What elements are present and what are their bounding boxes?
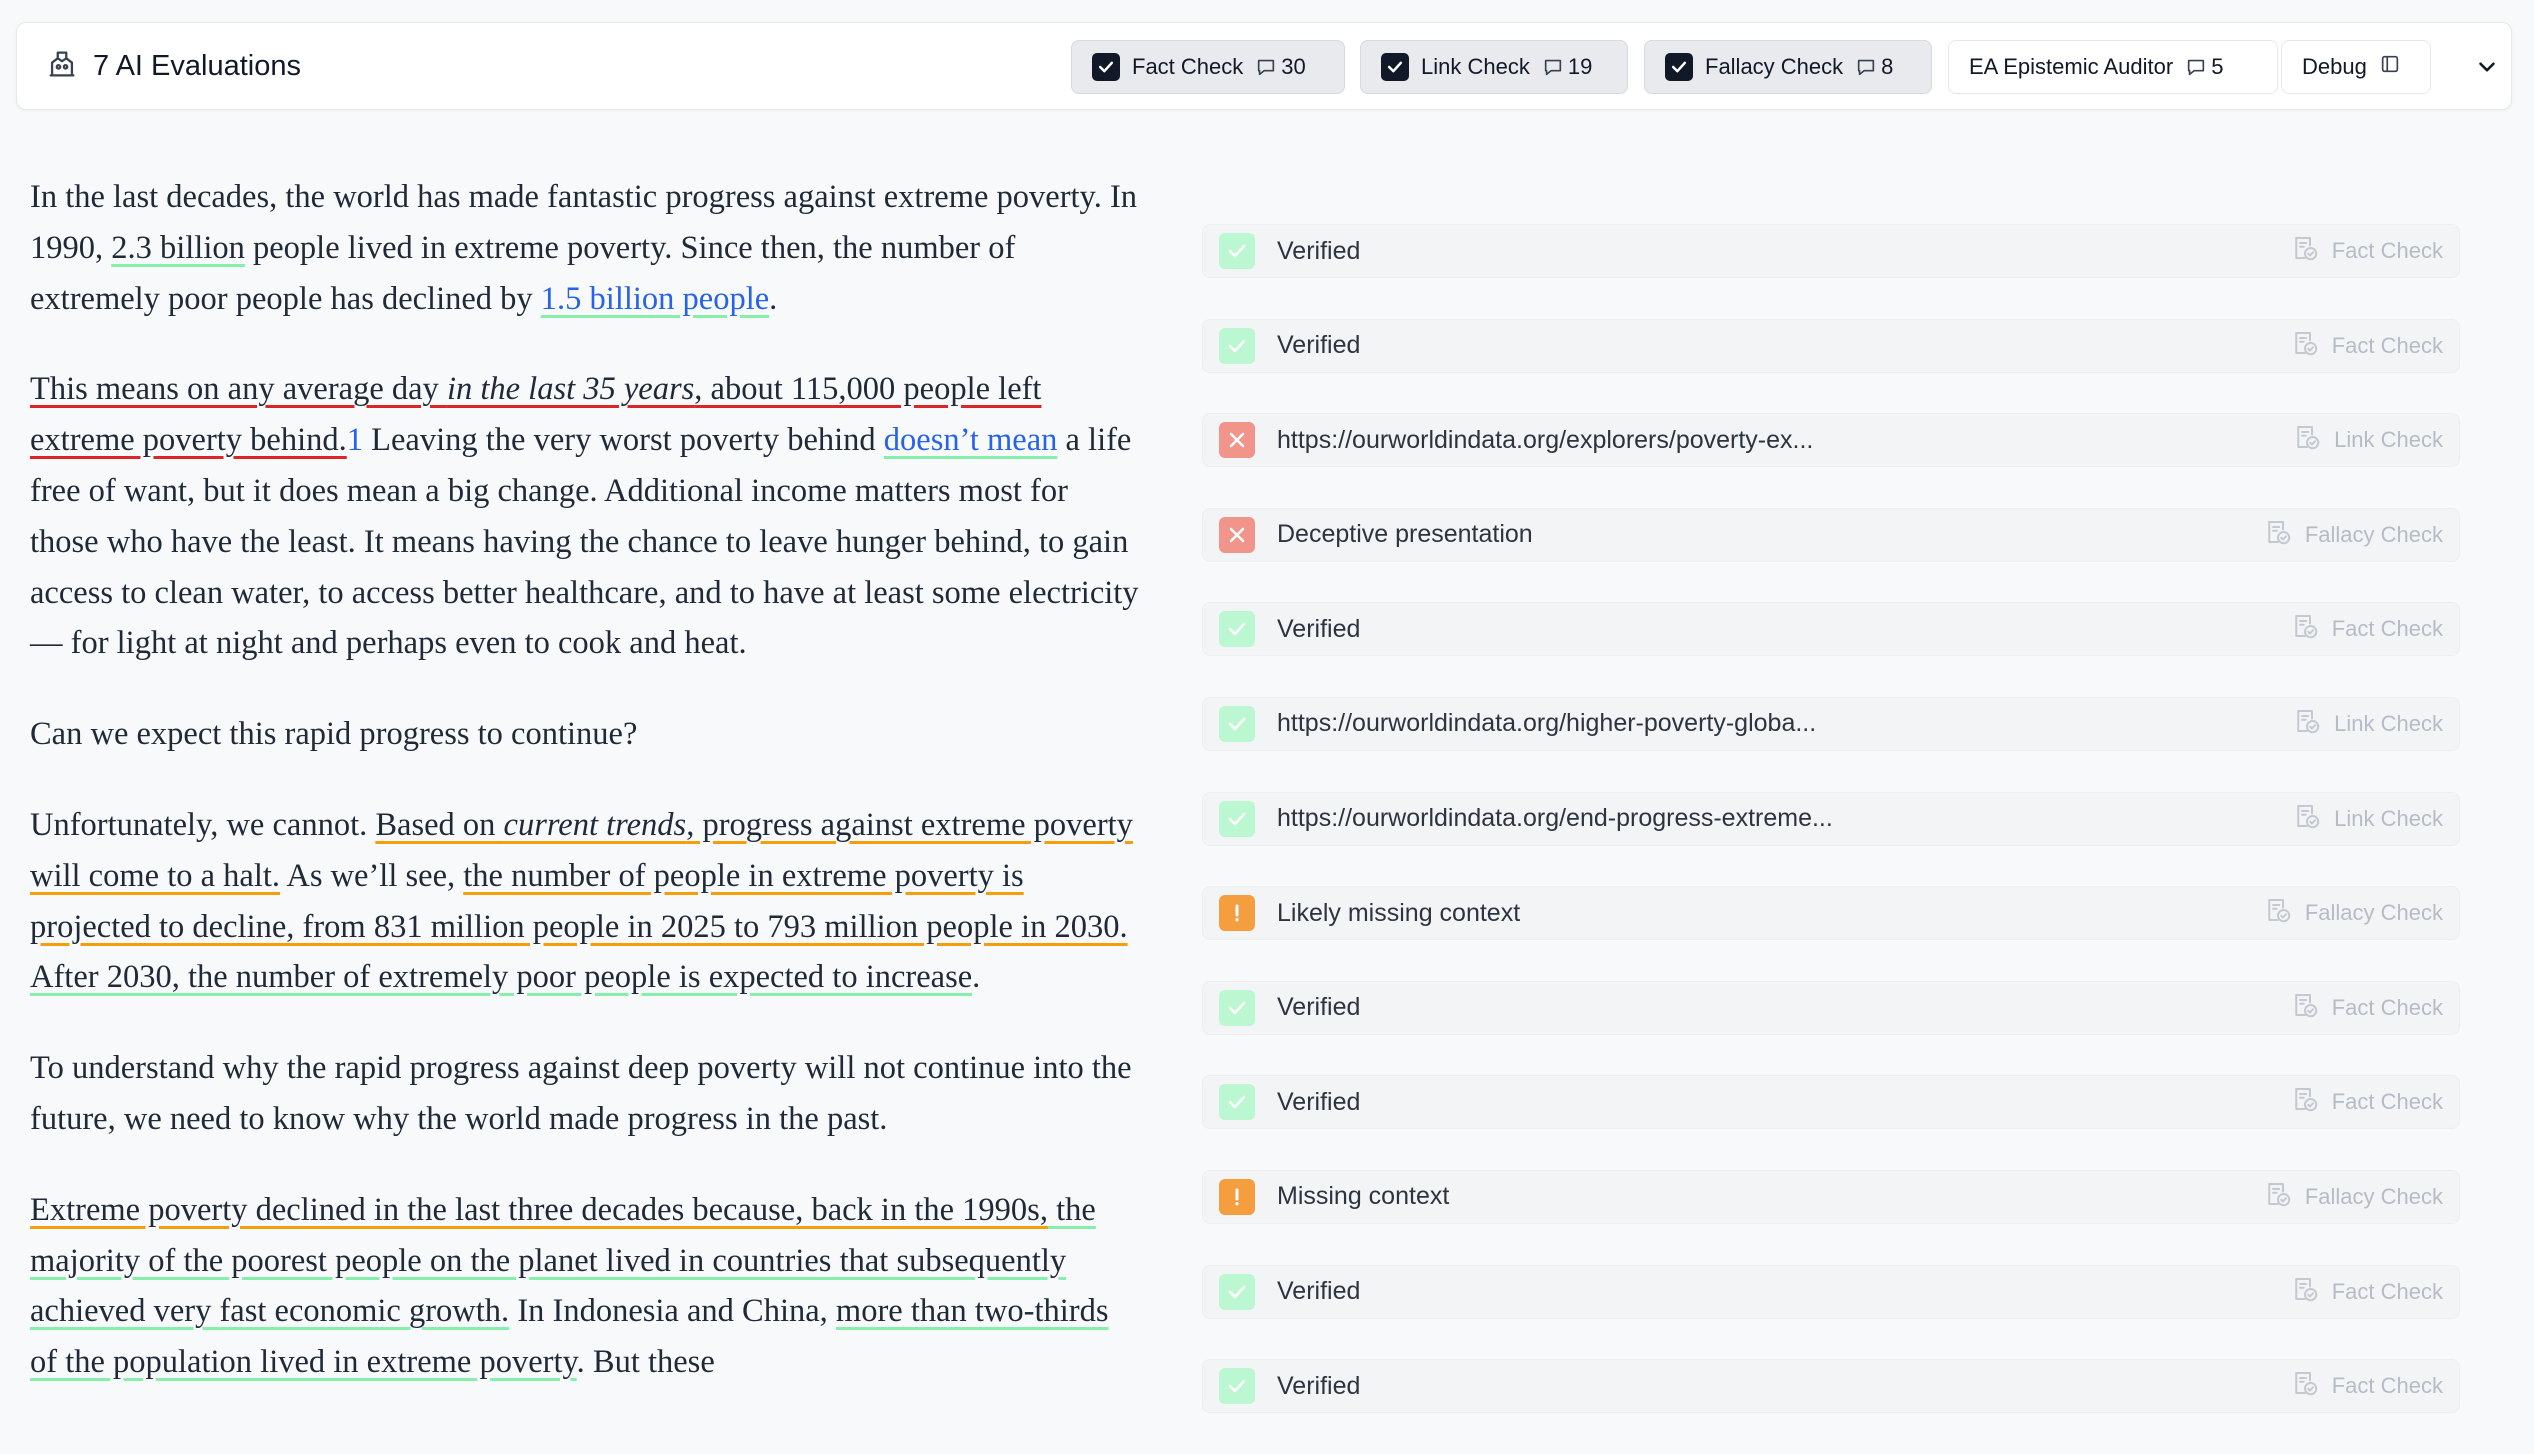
comment-source: [2290, 611, 2443, 647]
evaluator-icon: [2290, 1274, 2320, 1310]
robot-icon: [45, 47, 79, 86]
comment-source: [2290, 1368, 2443, 1404]
comment-text: Verified: [1277, 236, 1361, 265]
comment-source: [2290, 328, 2443, 364]
check-icon: [1219, 801, 1255, 837]
footnote-link[interactable]: 1: [346, 422, 364, 459]
article-body: [30, 172, 1140, 1428]
evaluator-icon: [2292, 801, 2322, 837]
text-span: Unfortunately, we cannot.: [30, 806, 376, 843]
comment-count-value: 19: [1567, 54, 1593, 79]
comment-source: [2292, 422, 2443, 458]
text-span: a life free of want, but it does mean a big change. Additional income matters most for those who have the least. It means having the chance to leave hunger behind, to gain access to clean water, to access better healthcare, and to have at least some electricity — for light at night and perhaps even to cook and heat.: [30, 422, 1139, 662]
evaluator-name: Fallacy Check: [2304, 900, 2443, 926]
text-span: .: [972, 959, 981, 996]
highlight-fallacy[interactable]: the number of people in extreme poverty is projected to decline, from 831 million people in 2025 to 793 million people in 2030.: [30, 857, 1128, 945]
comment-count-value: 30: [1281, 54, 1306, 79]
check-icon: [1219, 1368, 1255, 1404]
exclamation-icon: [1219, 1179, 1255, 1215]
comment-count-value: 5: [2211, 54, 2224, 79]
chip-label: Fact Check: [1132, 54, 1244, 79]
paragraph: To understand why the rapid progress against deep poverty will not continue into the future, we need to know why the world made progress in the past.: [30, 1050, 1132, 1137]
comment-icon: [1542, 56, 1564, 78]
comment-source: [2263, 895, 2443, 931]
text-span: people lived in extreme poverty. Since then, the number of extremely poor people has declined by: [30, 229, 1016, 317]
evaluator-name: Fallacy Check: [2304, 1183, 2443, 1209]
evaluator-icon: [2290, 611, 2320, 647]
evaluator-name: Fact Check: [2331, 1373, 2443, 1399]
comment-row[interactable]: [1202, 981, 2460, 1035]
comment-count: [1255, 54, 1305, 80]
brand: [45, 23, 301, 109]
evaluator-name: Link Check: [2334, 710, 2443, 736]
comment-source: [2263, 517, 2443, 553]
exclamation-icon: [1219, 895, 1255, 931]
comment-count: [1542, 54, 1592, 80]
x-icon: [1219, 422, 1255, 458]
paragraph: Can we expect this rapid progress to continue?: [30, 716, 638, 753]
comment-text: Verified: [1277, 331, 1361, 360]
comment-source: [2290, 990, 2443, 1026]
check-icon: [1219, 706, 1255, 742]
comment-count-value: 8: [1881, 54, 1894, 79]
evaluator-name: Fallacy Check: [2304, 521, 2443, 547]
evaluator-name: Link Check: [2334, 427, 2443, 453]
evaluator-icon: [2290, 1084, 2320, 1120]
comment-row[interactable]: [1202, 508, 2460, 562]
text-span: As we’ll see,: [280, 857, 464, 894]
checkbox-checked-icon[interactable]: [1665, 53, 1693, 81]
chip-label: EA Epistemic Auditor: [1969, 54, 2174, 79]
comment-text: Verified: [1277, 614, 1361, 643]
comment-row[interactable]: [1202, 602, 2460, 656]
comment-row[interactable]: [1202, 1170, 2460, 1224]
chevron-down-icon: [2474, 54, 2500, 80]
text-span: Leaving the very worst poverty behind: [363, 422, 884, 459]
evaluator-name: Fact Check: [2331, 332, 2443, 358]
evaluator-icon: [2292, 706, 2322, 742]
comment-row[interactable]: [1202, 319, 2460, 373]
comment-text: Verified: [1277, 1277, 1361, 1306]
comment-source: [2290, 1274, 2443, 1310]
comment-row[interactable]: [1202, 224, 2460, 278]
evaluator-name: Link Check: [2334, 805, 2443, 831]
comment-count: [1855, 54, 1893, 80]
evaluator-name: Fact Check: [2331, 1278, 2443, 1304]
comment-source: [2292, 706, 2443, 742]
text-span: current trends: [503, 806, 687, 843]
comment-text: https://ourworldindata.org/end-progress-extreme...: [1277, 804, 1833, 833]
highlight-fact[interactable]: 2.3 billion: [111, 229, 245, 266]
evaluator-icon: [2263, 1179, 2293, 1215]
text-span: . But these: [576, 1344, 715, 1381]
text-span: This means on any average day: [30, 371, 447, 408]
evaluator-name: Fact Check: [2331, 1089, 2443, 1115]
check-icon: [1219, 233, 1255, 269]
comments-list: [1202, 224, 2460, 1454]
text-span: .: [769, 280, 778, 317]
comment-text: Verified: [1277, 1371, 1361, 1400]
text-span: in the last 35 years: [446, 371, 695, 408]
check-icon: [1219, 1084, 1255, 1120]
evaluator-icon: [2263, 517, 2293, 553]
evaluator-name: Fact Check: [2331, 616, 2443, 642]
text-span: Based on: [375, 806, 504, 843]
paragraph: [30, 364, 1140, 669]
comment-icon: [1855, 56, 1877, 78]
paragraph: [30, 172, 1140, 324]
filter-chip-debug[interactable]: [2281, 40, 2431, 94]
evaluations-toolbar: [16, 22, 2512, 110]
text-span: In the last decades, the world has made fantastic progress against extreme poverty. In 1990,: [30, 179, 1138, 266]
evaluator-icon: [2290, 1368, 2320, 1404]
comment-row[interactable]: [1202, 413, 2460, 467]
evaluator-icon: [2292, 422, 2322, 458]
comment-text: Deceptive presentation: [1277, 520, 1533, 549]
comment-text: Verified: [1277, 1087, 1361, 1116]
comment-row[interactable]: [1202, 697, 2460, 751]
comment-row[interactable]: [1202, 886, 2460, 940]
text-span: , about 115,000 people left extreme poverty behind.: [30, 371, 1042, 459]
comment-text: https://ourworldindata.org/explorers/poverty-ex...: [1277, 425, 1814, 454]
comment-icon: [2185, 56, 2207, 78]
comment-source: [2292, 801, 2443, 837]
chip-label: Fallacy Check: [1705, 54, 1844, 79]
expand-menu-button[interactable]: [2461, 40, 2513, 94]
comment-source: [2290, 1084, 2443, 1120]
panel-icon: [2379, 53, 2401, 81]
check-icon: [1219, 990, 1255, 1026]
article-link[interactable]: 1.5 billion people: [540, 280, 770, 317]
highlight-fact[interactable]: the majority of the poorest people on the planet lived in countries that subsequently achieved very fast economic growth.: [30, 1191, 1096, 1330]
paragraph: [30, 800, 1140, 1003]
chip-label: Link Check: [1421, 54, 1530, 79]
highlight-fact[interactable]: After 2030, the number of extremely poor people is expected to increase: [30, 959, 973, 996]
article-link[interactable]: doesn’t mean: [883, 422, 1058, 459]
comment-text: https://ourworldindata.org/higher-poverty-globa...: [1277, 709, 1817, 738]
evaluator-name: Fact Check: [2331, 238, 2443, 263]
check-icon: [1219, 1274, 1255, 1310]
text-span: , progress against extreme poverty will come to a halt.: [30, 806, 1133, 894]
x-icon: [1219, 517, 1255, 553]
comment-row[interactable]: [1202, 1359, 2460, 1413]
comment-icon: [1255, 56, 1277, 78]
checkbox-checked-icon[interactable]: [1092, 53, 1120, 81]
comment-text: Missing context: [1277, 1182, 1450, 1211]
evaluator-icon: [2290, 328, 2320, 364]
comment-count: [2185, 54, 2223, 80]
comment-source: [2290, 233, 2443, 269]
comment-row[interactable]: [1202, 792, 2460, 846]
text-span: In Indonesia and China,: [509, 1293, 836, 1330]
page-title: 7 AI Evaluations: [93, 49, 301, 82]
highlight-fallacy[interactable]: Extreme poverty declined in the last three decades because, back in the 1990s,: [30, 1191, 1048, 1228]
filter-chip-link-check[interactable]: [1360, 40, 1628, 94]
comment-text: Likely missing context: [1277, 898, 1521, 927]
highlight-fact[interactable]: more than two-thirds of the population lived in extreme poverty: [30, 1293, 1109, 1381]
comment-text: Verified: [1277, 993, 1361, 1022]
paragraph: [30, 1185, 1140, 1388]
filter-chip-fallacy-check[interactable]: [1644, 40, 1932, 94]
evaluator-icon: [2290, 990, 2320, 1026]
comment-row[interactable]: [1202, 1265, 2460, 1319]
chip-label: Debug: [2302, 54, 2367, 79]
check-icon: [1219, 611, 1255, 647]
comment-row[interactable]: [1202, 1075, 2460, 1129]
comment-source: [2263, 1179, 2443, 1215]
evaluator-icon: [2263, 895, 2293, 931]
evaluator-icon: [2290, 233, 2320, 269]
filter-chip-fact-check[interactable]: [1071, 40, 1345, 94]
evaluator-name: Fact Check: [2331, 994, 2443, 1020]
filter-chip-ea-epistemic-auditor[interactable]: [1948, 40, 2278, 94]
checkbox-checked-icon[interactable]: [1381, 53, 1409, 81]
check-icon: [1219, 328, 1255, 364]
